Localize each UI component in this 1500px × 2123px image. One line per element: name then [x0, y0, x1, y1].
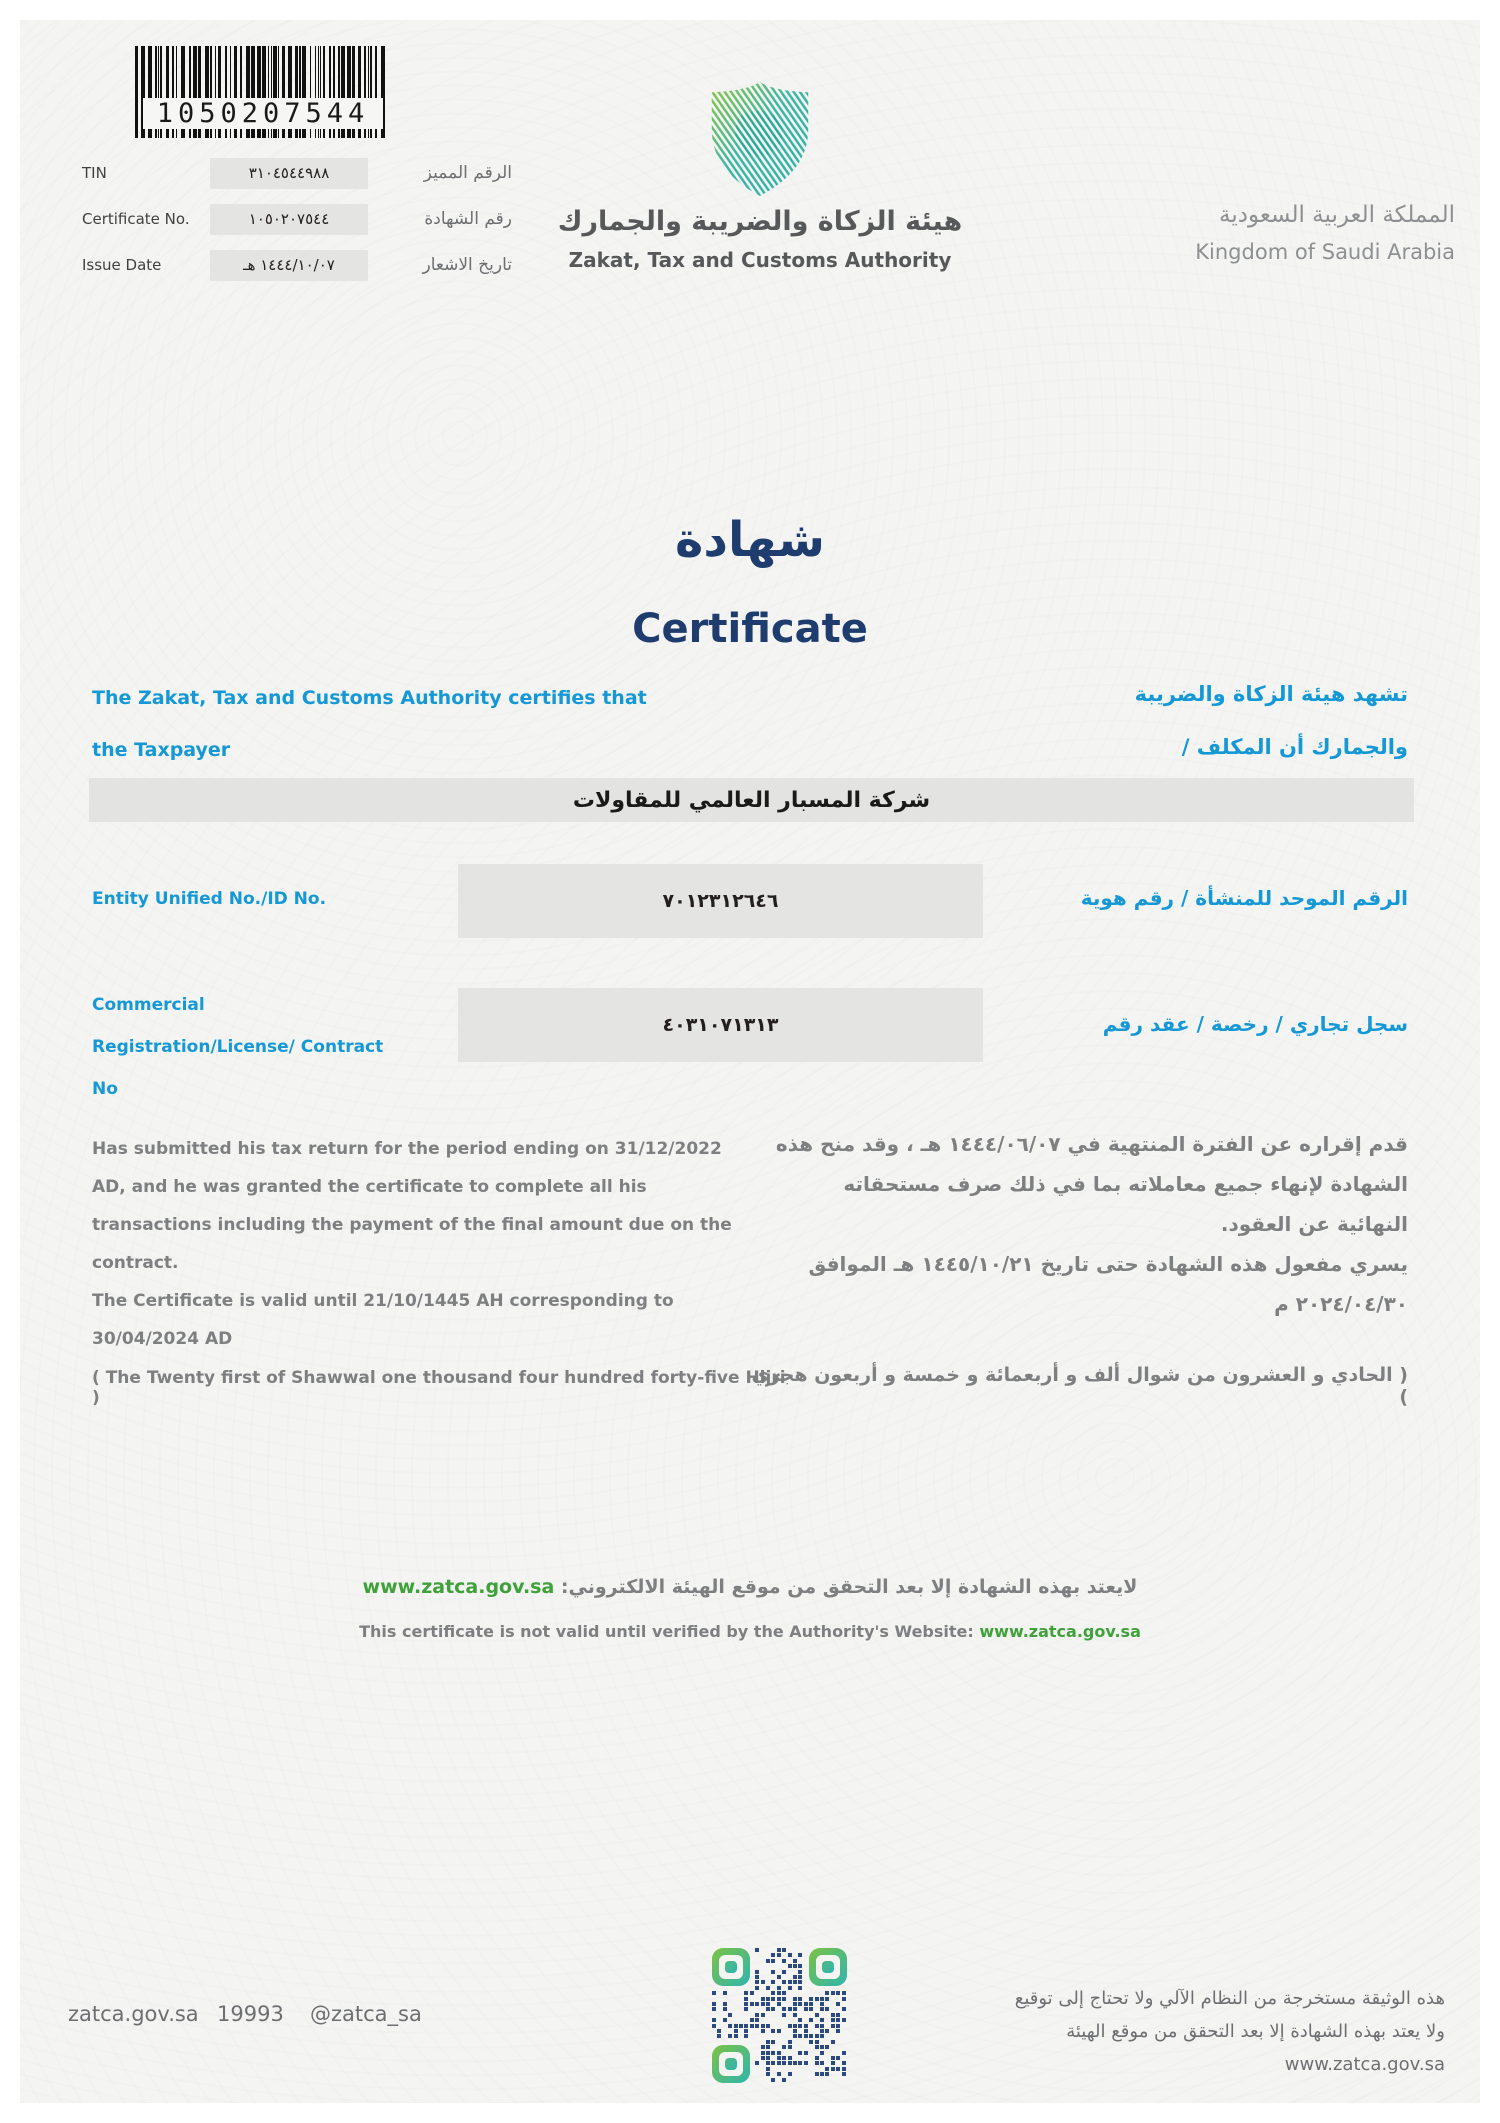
verification-link-english-line[interactable]: www.zatca.gov.sa	[979, 1622, 1141, 1641]
qr-module	[793, 1975, 797, 1979]
qr-module	[755, 1948, 759, 1952]
barcode-bar	[135, 46, 138, 138]
commercial-registration-value-box	[458, 988, 983, 1062]
certificate-body-english	[92, 1130, 760, 1358]
qr-module	[798, 1953, 802, 1957]
commercial-registration-value: ٤٠٣١٠٧١٣١٣	[662, 1014, 779, 1036]
issue-date-row	[82, 242, 512, 288]
verification-notice-english	[20, 1622, 1480, 1641]
qr-module	[755, 1970, 759, 1974]
authority-name-english: Zakat, Tax and Customs Authority	[568, 248, 952, 272]
taxpayer-name-band	[89, 778, 1414, 822]
qr-module	[793, 1959, 797, 1963]
certificate-body-arabic	[768, 1124, 1408, 1324]
body-english-para2: The Certificate is valid until 21/10/1445 AH corresponding to 30/04/2024 AD	[92, 1291, 674, 1349]
qr-module	[782, 1959, 786, 1963]
certificate-title-english: Certificate	[632, 606, 868, 652]
issue-date-label-ar: تاريخ الاشعار	[422, 255, 512, 275]
qr-module	[788, 1964, 792, 1968]
tin-row	[82, 150, 512, 196]
verification-text-english: This certificate is not valid until verified by the Authority's Website:	[359, 1622, 974, 1641]
qr-module	[793, 1964, 797, 1968]
commercial-registration-label-ar: سجل تجاري / رخصة / عقد رقم	[1102, 1012, 1408, 1036]
kingdom-name-arabic: المملكة العربية السعودية	[1219, 202, 1455, 228]
commercial-registration-label-en: Commercial Registration/License/ Contract No	[92, 995, 384, 1099]
entity-id-label-ar: الرقم الموحد للمنشأة / رقم هوية	[1080, 886, 1408, 910]
certifies-arabic-line1: تشهد هيئة الزكاة والضريبة	[1134, 682, 1408, 706]
footer-note-line1: هذه الوثيقة مستخرجة من النظام الآلي ولا تحتاج إلى توقيع	[1014, 1988, 1445, 2009]
taxpayer-name: شركة المسبار العالمي للمقاولات	[572, 787, 931, 813]
issue-date-label-en: Issue Date	[82, 256, 162, 274]
certificate-no-label-en: Certificate No.	[82, 210, 190, 228]
entity-id-label-en: Entity Unified No./ID No.	[92, 889, 327, 909]
qr-module	[777, 1948, 781, 1952]
footer-note-url: www.zatca.gov.sa	[1284, 2054, 1445, 2075]
certifies-statement-english: The Zakat, Tax and Customs Authority certifies that the Taxpayer	[92, 687, 647, 761]
zatca-shield-logo-icon	[708, 80, 812, 198]
qr-module	[798, 1975, 802, 1979]
entity-id-value-box	[458, 864, 983, 938]
kingdom-name-english: Kingdom of Saudi Arabia	[1195, 240, 1455, 264]
hijri-date-spelled-english: ( The Twenty first of Shawwal one thousand four hundred forty-five Hijri )	[92, 1368, 786, 1408]
issue-date-value: ١٤٤٤/١٠/٠٧ هـ	[243, 256, 335, 274]
qr-module	[798, 1964, 802, 1968]
header-fields	[82, 150, 512, 288]
qr-finder-top-left	[712, 1948, 750, 1986]
tin-label-ar: الرقم المميز	[423, 163, 512, 183]
footer-note-arabic	[685, 1982, 1445, 2081]
qr-module	[755, 1975, 759, 1979]
qr-module	[771, 1959, 775, 1963]
qr-module	[782, 1948, 786, 1952]
authority-name-arabic: هيئة الزكاة والضريبة والجمارك	[557, 206, 963, 237]
certificate-no-value-box	[210, 204, 368, 235]
qr-module	[766, 1959, 770, 1963]
issue-date-value-box	[210, 250, 368, 281]
tin-label-en: TIN	[82, 164, 107, 182]
footer-note-line2: ولا يعتد بهذه الشهادة إلا بعد التحقق من موقع الهيئة	[1066, 2021, 1445, 2042]
certificate-page	[20, 20, 1480, 2103]
qr-module	[771, 1953, 775, 1957]
verification-notice-arabic	[20, 1576, 1480, 1598]
body-arabic-para1: قدم إقراره عن الفترة المنتهية في ١٤٤٤/٠٦/٠٧ هـ ، وقد منح هذه الشهادة لإنهاء جميع معاملاته بما في ذلك صرف مستحقاته النهائية عن العقود.	[775, 1132, 1408, 1236]
footer-website: zatca.gov.sa	[68, 2002, 199, 2026]
footer-phone-number: 19993	[217, 2002, 284, 2026]
verification-text-arabic: لايعتد بهذه الشهادة إلا بعد التحقق من موقع الهيئة الالكتروني:	[560, 1576, 1138, 1598]
certifies-arabic-line2: والجمارك أن المكلف /	[1181, 735, 1408, 759]
certificate-title-arabic: شهادة	[675, 512, 825, 568]
qr-module	[777, 1975, 781, 1979]
certifies-statement-arabic	[848, 668, 1408, 774]
tin-value-box	[210, 158, 368, 189]
footer-twitter-handle: @zatca_sa	[310, 2002, 422, 2026]
qr-module	[798, 1970, 802, 1974]
entity-id-value: ٧٠١٢٣١٢٦٤٦	[662, 890, 779, 912]
body-arabic-para2: يسري مفعول هذه الشهادة حتى تاريخ ١٤٤٥/١٠/٢١ هـ الموافق ٢٠٢٤/٠٤/٣٠ م	[808, 1252, 1408, 1316]
certificate-no-row	[82, 196, 512, 242]
qr-finder-top-right	[809, 1948, 847, 1986]
qr-module	[788, 1953, 792, 1957]
certificate-no-value: ١٠٥٠٢٠٧٥٤٤	[248, 210, 330, 228]
hijri-date-spelled-arabic: ( الحادي و العشرون من شوال ألف و أربعمائة و خمسة و أربعون هجري )	[751, 1364, 1408, 1408]
barcode-number: 1050207544	[143, 98, 383, 129]
body-english-para1: Has submitted his tax return for the period ending on 31/12/2022 AD, and he was granted the certificate to complete all his transactions including the payment of the final amount due on the contract.	[92, 1139, 732, 1273]
qr-module	[777, 1953, 781, 1957]
qr-module	[782, 1970, 786, 1974]
verification-link-arabic-line[interactable]: www.zatca.gov.sa	[362, 1576, 555, 1598]
qr-module	[771, 1970, 775, 1974]
certificate-no-label-ar: رقم الشهادة	[424, 209, 512, 229]
tin-value: ٣١٠٤٥٤٤٩٨٨	[248, 164, 330, 182]
